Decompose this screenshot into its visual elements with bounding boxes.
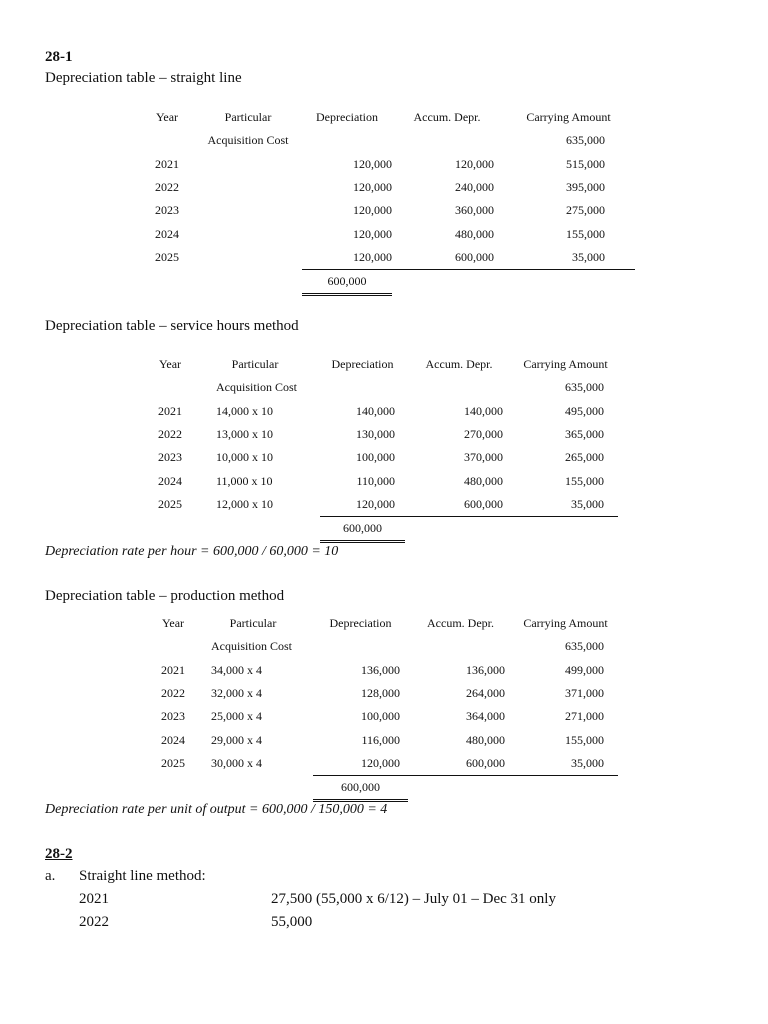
particular-cell <box>194 176 302 199</box>
carrying-amount-cell: 155,000 <box>566 226 605 241</box>
accum-depr-cell: 240,000 <box>455 180 494 195</box>
total-row <box>140 270 635 295</box>
section-title: Depreciation table – production method <box>45 588 285 604</box>
table-row <box>140 246 635 270</box>
year-cell: 2021 <box>161 662 185 677</box>
carrying-amount-cell: 395,000 <box>566 180 605 195</box>
accum-depr-cell: 480,000 <box>464 473 503 488</box>
depreciation-cell: 120,000 <box>353 156 392 171</box>
section-title: Depreciation table – straight line <box>45 70 242 86</box>
year-cell: 2022 <box>155 180 179 195</box>
table-row <box>140 199 635 222</box>
table-row <box>153 705 618 728</box>
table-row <box>153 752 618 776</box>
depreciation-cell: 120,000 <box>356 496 395 511</box>
depreciation-total: 600,000 <box>320 517 405 542</box>
year-cell: 2023 <box>158 450 182 465</box>
header-accum-depr: Accum. Depr. <box>425 357 493 372</box>
header-year: Year <box>155 110 179 125</box>
header-year: Year <box>158 357 182 372</box>
year-cell: 2023 <box>161 709 185 724</box>
accum-depr-cell: 136,000 <box>466 662 505 677</box>
carrying-amount: 635,000 <box>565 639 604 654</box>
year-cell: 2022 <box>161 686 185 701</box>
total-row <box>150 517 618 542</box>
accum-depr-cell: 140,000 <box>464 403 503 418</box>
depreciation-cell: 110,000 <box>356 473 395 488</box>
accum-depr-cell: 600,000 <box>466 755 505 770</box>
carrying-amount-cell: 495,000 <box>565 403 604 418</box>
header-particular: Particular <box>231 357 279 372</box>
problem-number: 28-1 <box>45 49 73 65</box>
depreciation-total: 600,000 <box>302 270 392 295</box>
depreciation-table-production <box>153 612 618 802</box>
header-particular: Particular <box>224 110 272 125</box>
year-cell: 2022 <box>158 427 182 442</box>
rate-formula: Depreciation rate per hour = 600,000 / 60,000 = 10 <box>45 544 339 559</box>
year-cell: 2021 <box>158 403 182 418</box>
carrying-amount-cell: 515,000 <box>566 156 605 171</box>
carrying-amount-cell: 35,000 <box>571 755 604 770</box>
depreciation-cell: 120,000 <box>361 755 400 770</box>
header-year: Year <box>161 616 185 631</box>
table-row <box>150 423 618 446</box>
carrying-amount: 635,000 <box>566 133 605 148</box>
year-cell: 2025 <box>161 756 185 771</box>
table-header-row <box>140 106 635 129</box>
total-row <box>153 776 618 801</box>
header-accum-depr: Accum. Depr. <box>427 616 494 631</box>
table-row <box>153 682 618 705</box>
depreciation-cell: 136,000 <box>361 662 400 677</box>
accum-depr-cell: 364,000 <box>466 709 505 724</box>
table-row <box>153 659 618 682</box>
header-carrying-amount: Carrying Amount <box>526 110 611 125</box>
acquisition-row <box>140 129 635 152</box>
header-particular: Particular <box>229 616 277 631</box>
header-depreciation: Depreciation <box>331 357 394 372</box>
depreciation-cell: 116,000 <box>361 732 400 747</box>
carrying-amount-cell: 35,000 <box>571 496 604 511</box>
accum-depr-cell: 600,000 <box>464 496 503 511</box>
accum-depr-cell: 480,000 <box>466 732 505 747</box>
item-letter: a. <box>45 868 56 884</box>
particular-cell: 13,000 x 10 <box>216 427 273 442</box>
depreciation-total: 600,000 <box>313 776 408 801</box>
depreciation-cell: 120,000 <box>353 203 392 218</box>
year-cell: 2023 <box>155 203 179 218</box>
table-row <box>150 400 618 423</box>
line-year: 2022 <box>79 914 109 930</box>
depreciation-cell: 140,000 <box>356 403 395 418</box>
accum-depr-cell: 264,000 <box>466 686 505 701</box>
rate-formula: Depreciation rate per unit of output = 600,000 / 150,000 = 4 <box>45 802 388 817</box>
line-value: 55,000 <box>271 914 313 930</box>
table-row <box>140 153 635 176</box>
table-row <box>153 728 618 751</box>
carrying-amount-cell: 365,000 <box>565 427 604 442</box>
accum-depr-cell: 270,000 <box>464 427 503 442</box>
depreciation-table-service-hours <box>150 353 618 543</box>
table-row <box>150 469 618 492</box>
table-row <box>150 493 618 517</box>
depreciation-table-straight-line <box>140 106 635 296</box>
particular-cell: 25,000 x 4 <box>211 709 262 724</box>
particular-cell <box>194 153 302 176</box>
carrying-amount-cell: 155,000 <box>565 732 604 747</box>
carrying-amount-cell: 275,000 <box>566 203 605 218</box>
acquisition-label: Acquisition Cost <box>211 639 293 654</box>
line-year: 2021 <box>79 891 109 907</box>
item-label: Straight line method: <box>79 868 206 884</box>
particular-cell: 14,000 x 10 <box>216 403 273 418</box>
particular-cell: 11,000 x 10 <box>216 473 273 488</box>
depreciation-cell: 128,000 <box>361 686 400 701</box>
carrying-amount: 635,000 <box>565 380 604 395</box>
carrying-amount-cell: 271,000 <box>565 709 604 724</box>
table-row <box>140 222 635 245</box>
accum-depr-cell: 120,000 <box>455 156 494 171</box>
year-cell: 2025 <box>155 250 179 265</box>
year-cell: 2025 <box>158 497 182 512</box>
depreciation-cell: 100,000 <box>361 709 400 724</box>
particular-cell <box>194 199 302 222</box>
acquisition-label: Acquisition Cost <box>207 133 289 148</box>
year-cell: 2024 <box>158 473 182 488</box>
table-row <box>150 446 618 469</box>
acquisition-row <box>153 635 618 658</box>
accum-depr-cell: 370,000 <box>464 450 503 465</box>
depreciation-cell: 120,000 <box>353 226 392 241</box>
carrying-amount-cell: 265,000 <box>565 450 604 465</box>
particular-cell: 10,000 x 10 <box>216 450 273 465</box>
year-cell: 2021 <box>155 156 179 171</box>
depreciation-cell: 100,000 <box>356 450 395 465</box>
section-title: Depreciation table – service hours method <box>45 318 299 334</box>
particular-cell: 29,000 x 4 <box>211 732 262 747</box>
header-carrying-amount: Carrying Amount <box>523 616 608 631</box>
table-header-row <box>150 353 618 376</box>
particular-cell <box>194 222 302 245</box>
accum-depr-cell: 480,000 <box>455 226 494 241</box>
year-cell: 2024 <box>155 226 179 241</box>
header-carrying-amount: Carrying Amount <box>523 357 608 372</box>
line-value: 27,500 (55,000 x 6/12) – July 01 – Dec 31 only <box>271 891 556 907</box>
particular-cell: 32,000 x 4 <box>211 686 262 701</box>
particular-cell: 34,000 x 4 <box>211 662 262 677</box>
particular-cell: 30,000 x 4 <box>211 756 262 771</box>
depreciation-cell: 120,000 <box>353 249 392 264</box>
carrying-amount-cell: 35,000 <box>572 249 605 264</box>
carrying-amount-cell: 371,000 <box>565 686 604 701</box>
table-header-row <box>153 612 618 635</box>
header-depreciation: Depreciation <box>316 110 378 125</box>
carrying-amount-cell: 155,000 <box>565 473 604 488</box>
particular-cell: 12,000 x 10 <box>216 497 273 512</box>
acquisition-row <box>150 376 618 399</box>
accum-depr-cell: 360,000 <box>455 203 494 218</box>
accum-depr-cell: 600,000 <box>455 249 494 264</box>
depreciation-cell: 130,000 <box>356 427 395 442</box>
carrying-amount-cell: 499,000 <box>565 662 604 677</box>
header-depreciation: Depreciation <box>329 616 392 631</box>
year-cell: 2024 <box>161 732 185 747</box>
acquisition-label: Acquisition Cost <box>216 380 298 395</box>
particular-cell <box>194 246 302 270</box>
problem-number: 28-2 <box>45 846 73 862</box>
table-row <box>140 176 635 199</box>
depreciation-cell: 120,000 <box>353 180 392 195</box>
header-accum-depr: Accum. Depr. <box>413 110 481 125</box>
